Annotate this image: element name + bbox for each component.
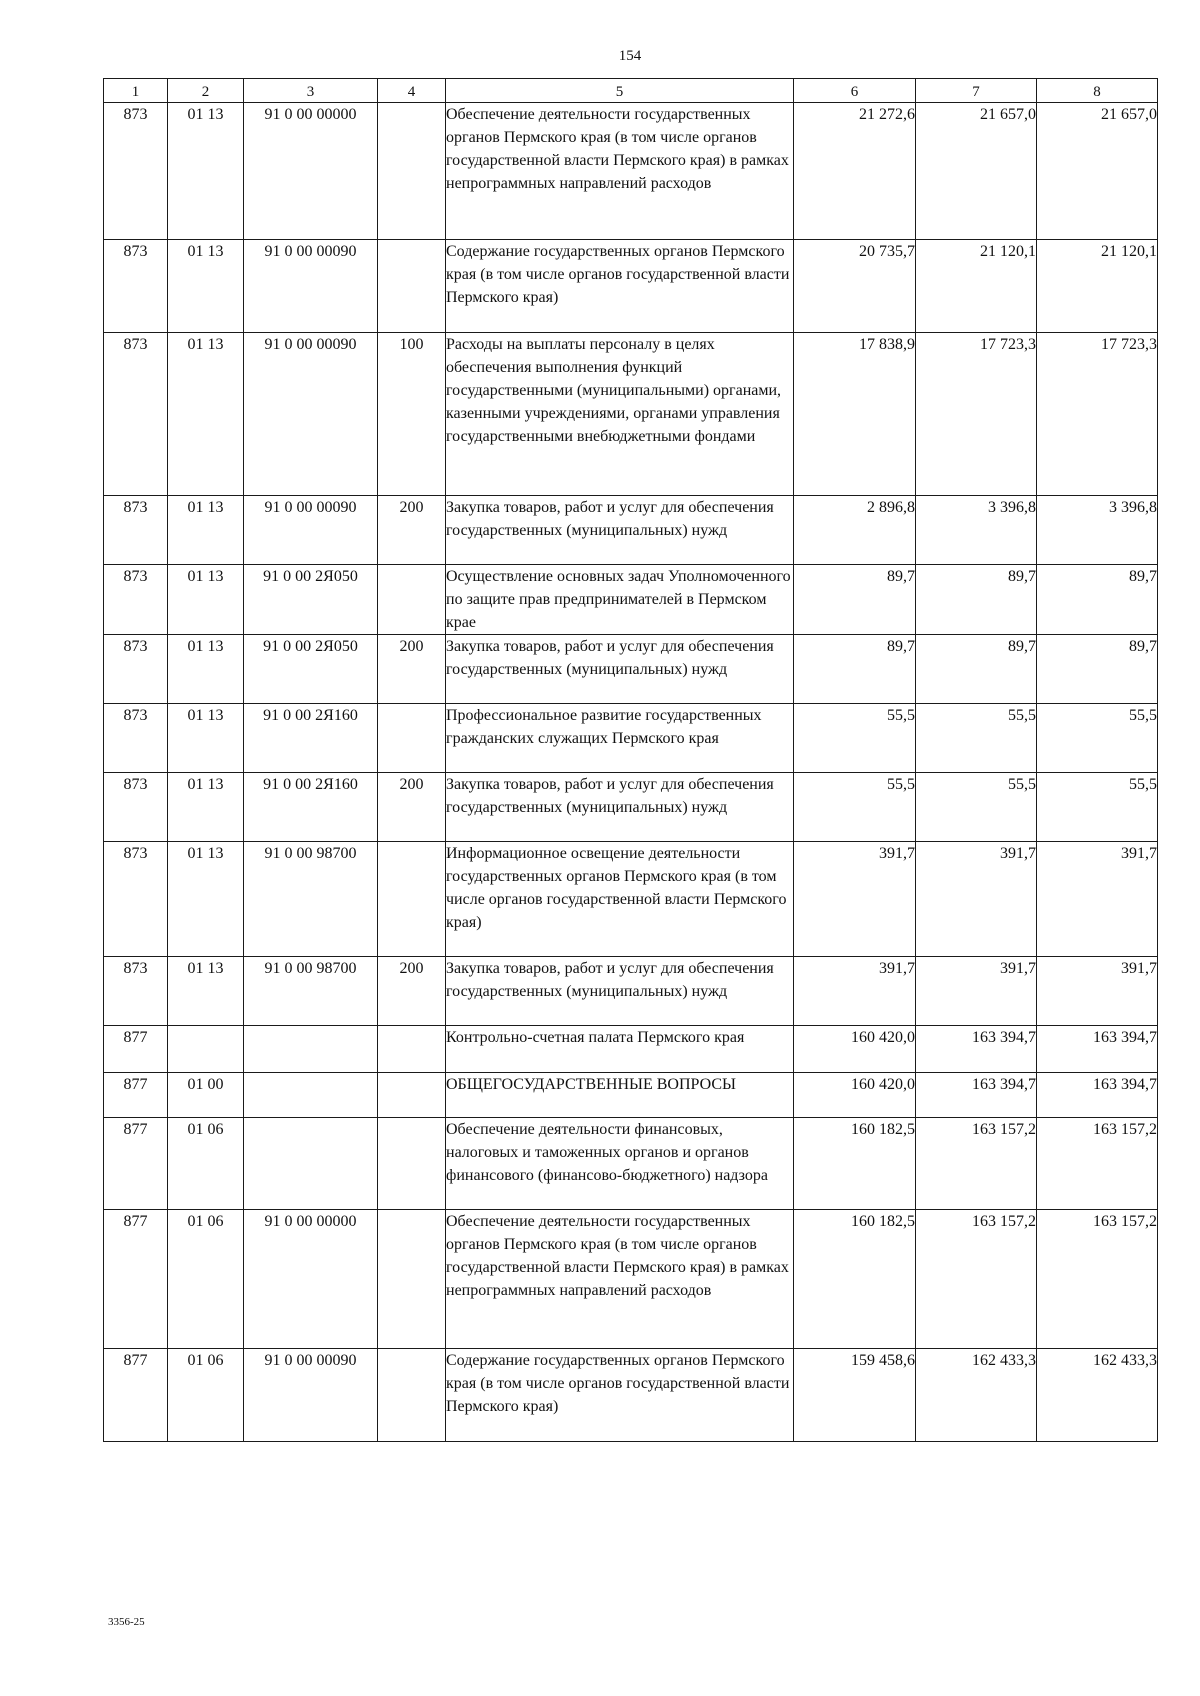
ministry-code-cell: 873 [104, 773, 168, 842]
expense-type-cell [378, 1073, 446, 1118]
description-cell: Профессиональное развитие государственных гражданских служащих Пермского края [446, 704, 794, 773]
amount-cell: 55,5 [1037, 773, 1158, 842]
table-row [104, 842, 1158, 957]
header-cell: 8 [1037, 79, 1158, 103]
amount-cell: 163 157,2 [1037, 1210, 1158, 1349]
table-row [104, 1210, 1158, 1349]
description-cell: Закупка товаров, работ и услуг для обеспечения государственных (муниципальных) нужд [446, 773, 794, 842]
target-article-cell: 91 0 00 98700 [244, 957, 378, 1026]
description-cell: Закупка товаров, работ и услуг для обеспечения государственных (муниципальных) нужд [446, 496, 794, 565]
header-cell: 4 [378, 79, 446, 103]
amount-cell: 162 433,3 [916, 1349, 1037, 1442]
description-cell: Контрольно-счетная палата Пермского края [446, 1026, 794, 1073]
section-code-cell: 01 06 [168, 1349, 244, 1442]
expense-type-cell: 200 [378, 635, 446, 704]
section-code-cell: 01 13 [168, 565, 244, 635]
amount-cell: 3 396,8 [1037, 496, 1158, 565]
target-article-cell: 91 0 00 00090 [244, 333, 378, 496]
table-row [104, 565, 1158, 635]
target-article-cell: 91 0 00 00090 [244, 1349, 378, 1442]
description-cell: Осуществление основных задач Уполномоченного по защите прав предпринимателей в Пермском крае [446, 565, 794, 635]
expense-type-cell [378, 704, 446, 773]
ministry-code-cell: 873 [104, 103, 168, 240]
ministry-code-cell: 877 [104, 1026, 168, 1073]
expense-type-cell [378, 1118, 446, 1210]
section-code-cell: 01 13 [168, 957, 244, 1026]
description-cell: Обеспечение деятельности государственных органов Пермского края (в том числе органов государственной власти Пермского края) в рамках непрограммных направлений расходов [446, 1210, 794, 1349]
target-article-cell: 91 0 00 00000 [244, 1210, 378, 1349]
header-cell: 1 [104, 79, 168, 103]
table-row [104, 1073, 1158, 1118]
amount-cell: 163 394,7 [1037, 1073, 1158, 1118]
target-article-cell: 91 0 00 2Я160 [244, 773, 378, 842]
target-article-cell: 91 0 00 2Я050 [244, 565, 378, 635]
table-row [104, 635, 1158, 704]
amount-cell: 17 723,3 [1037, 333, 1158, 496]
amount-cell: 391,7 [1037, 842, 1158, 957]
amount-cell: 160 182,5 [794, 1118, 916, 1210]
table-row [104, 704, 1158, 773]
amount-cell: 163 157,2 [916, 1118, 1037, 1210]
description-cell: Содержание государственных органов Пермского края (в том числе органов государственной власти Пермского края) [446, 1349, 794, 1442]
amount-cell: 3 396,8 [916, 496, 1037, 565]
section-code-cell: 01 13 [168, 842, 244, 957]
expense-type-cell [378, 1349, 446, 1442]
ministry-code-cell: 873 [104, 957, 168, 1026]
header-row [104, 79, 1158, 103]
amount-cell: 89,7 [916, 635, 1037, 704]
header-cell: 6 [794, 79, 916, 103]
amount-cell: 160 420,0 [794, 1026, 916, 1073]
amount-cell: 21 657,0 [916, 103, 1037, 240]
description-cell: Информационное освещение деятельности государственных органов Пермского края (в том числе органов государственной власти Пермского края) [446, 842, 794, 957]
amount-cell: 55,5 [794, 773, 916, 842]
expense-type-cell [378, 240, 446, 333]
amount-cell: 17 838,9 [794, 333, 916, 496]
table-row [104, 333, 1158, 496]
section-code-cell [168, 1026, 244, 1073]
table-row [104, 240, 1158, 333]
amount-cell: 20 735,7 [794, 240, 916, 333]
amount-cell: 21 120,1 [1037, 240, 1158, 333]
amount-cell: 391,7 [794, 957, 916, 1026]
page-number: 154 [618, 48, 642, 64]
table-row [104, 103, 1158, 240]
header-cell: 3 [244, 79, 378, 103]
expense-type-cell: 200 [378, 957, 446, 1026]
description-cell: Расходы на выплаты персоналу в целях обеспечения выполнения функций государственными (муниципальными) органами, казенными учреждениями, органами управления государственными внебюджетными фондами [446, 333, 794, 496]
expense-type-cell [378, 1026, 446, 1073]
amount-cell: 163 157,2 [1037, 1118, 1158, 1210]
budget-table [103, 78, 1158, 1442]
document-code: 3356-25 [108, 1616, 145, 1628]
expense-type-cell [378, 103, 446, 240]
ministry-code-cell: 873 [104, 496, 168, 565]
table-row [104, 773, 1158, 842]
target-article-cell: 91 0 00 2Я050 [244, 635, 378, 704]
description-cell: Закупка товаров, работ и услуг для обеспечения государственных (муниципальных) нужд [446, 635, 794, 704]
table-row [104, 957, 1158, 1026]
expense-type-cell: 100 [378, 333, 446, 496]
section-code-cell: 01 13 [168, 704, 244, 773]
amount-cell: 391,7 [916, 957, 1037, 1026]
target-article-cell [244, 1026, 378, 1073]
table-row [104, 1026, 1158, 1073]
ministry-code-cell: 873 [104, 635, 168, 704]
section-code-cell: 01 13 [168, 240, 244, 333]
section-code-cell: 01 13 [168, 333, 244, 496]
amount-cell: 55,5 [1037, 704, 1158, 773]
table-row [104, 1118, 1158, 1210]
amount-cell: 17 723,3 [916, 333, 1037, 496]
target-article-cell [244, 1118, 378, 1210]
expense-type-cell: 200 [378, 773, 446, 842]
expense-type-cell [378, 565, 446, 635]
amount-cell: 391,7 [916, 842, 1037, 957]
target-article-cell: 91 0 00 2Я160 [244, 704, 378, 773]
amount-cell: 159 458,6 [794, 1349, 916, 1442]
ministry-code-cell: 877 [104, 1210, 168, 1349]
amount-cell: 160 182,5 [794, 1210, 916, 1349]
table-row [104, 496, 1158, 565]
section-code-cell: 01 00 [168, 1073, 244, 1118]
ministry-code-cell: 873 [104, 704, 168, 773]
description-cell: ОБЩЕГОСУДАРСТВЕННЫЕ ВОПРОСЫ [446, 1073, 794, 1118]
amount-cell: 21 657,0 [1037, 103, 1158, 240]
description-cell: Закупка товаров, работ и услуг для обеспечения государственных (муниципальных) нужд [446, 957, 794, 1026]
table-row [104, 1349, 1158, 1442]
section-code-cell: 01 13 [168, 773, 244, 842]
header-cell: 5 [446, 79, 794, 103]
amount-cell: 2 896,8 [794, 496, 916, 565]
amount-cell: 55,5 [794, 704, 916, 773]
amount-cell: 89,7 [794, 565, 916, 635]
expense-type-cell: 200 [378, 496, 446, 565]
section-code-cell: 01 06 [168, 1210, 244, 1349]
amount-cell: 55,5 [916, 773, 1037, 842]
ministry-code-cell: 873 [104, 240, 168, 333]
expense-type-cell [378, 842, 446, 957]
ministry-code-cell: 877 [104, 1073, 168, 1118]
amount-cell: 163 157,2 [916, 1210, 1037, 1349]
section-code-cell: 01 13 [168, 103, 244, 240]
ministry-code-cell: 873 [104, 333, 168, 496]
target-article-cell: 91 0 00 98700 [244, 842, 378, 957]
amount-cell: 89,7 [1037, 565, 1158, 635]
target-article-cell [244, 1073, 378, 1118]
amount-cell: 391,7 [1037, 957, 1158, 1026]
target-article-cell: 91 0 00 00090 [244, 240, 378, 333]
header-cell: 7 [916, 79, 1037, 103]
description-cell: Обеспечение деятельности государственных органов Пермского края (в том числе органов государственной власти Пермского края) в рамках непрограммных направлений расходов [446, 103, 794, 240]
amount-cell: 55,5 [916, 704, 1037, 773]
section-code-cell: 01 13 [168, 496, 244, 565]
target-article-cell: 91 0 00 00000 [244, 103, 378, 240]
amount-cell: 89,7 [794, 635, 916, 704]
ministry-code-cell: 877 [104, 1118, 168, 1210]
amount-cell: 21 120,1 [916, 240, 1037, 333]
ministry-code-cell: 873 [104, 565, 168, 635]
description-cell: Обеспечение деятельности финансовых, налоговых и таможенных органов и органов финансового (финансово-бюджетного) надзора [446, 1118, 794, 1210]
amount-cell: 163 394,7 [916, 1073, 1037, 1118]
amount-cell: 21 272,6 [794, 103, 916, 240]
expense-type-cell [378, 1210, 446, 1349]
amount-cell: 163 394,7 [1037, 1026, 1158, 1073]
header-cell: 2 [168, 79, 244, 103]
section-code-cell: 01 06 [168, 1118, 244, 1210]
amount-cell: 89,7 [916, 565, 1037, 635]
amount-cell: 391,7 [794, 842, 916, 957]
ministry-code-cell: 877 [104, 1349, 168, 1442]
amount-cell: 163 394,7 [916, 1026, 1037, 1073]
amount-cell: 160 420,0 [794, 1073, 916, 1118]
ministry-code-cell: 873 [104, 842, 168, 957]
amount-cell: 89,7 [1037, 635, 1158, 704]
section-code-cell: 01 13 [168, 635, 244, 704]
description-cell: Содержание государственных органов Пермского края (в том числе органов государственной власти Пермского края) [446, 240, 794, 333]
amount-cell: 162 433,3 [1037, 1349, 1158, 1442]
target-article-cell: 91 0 00 00090 [244, 496, 378, 565]
